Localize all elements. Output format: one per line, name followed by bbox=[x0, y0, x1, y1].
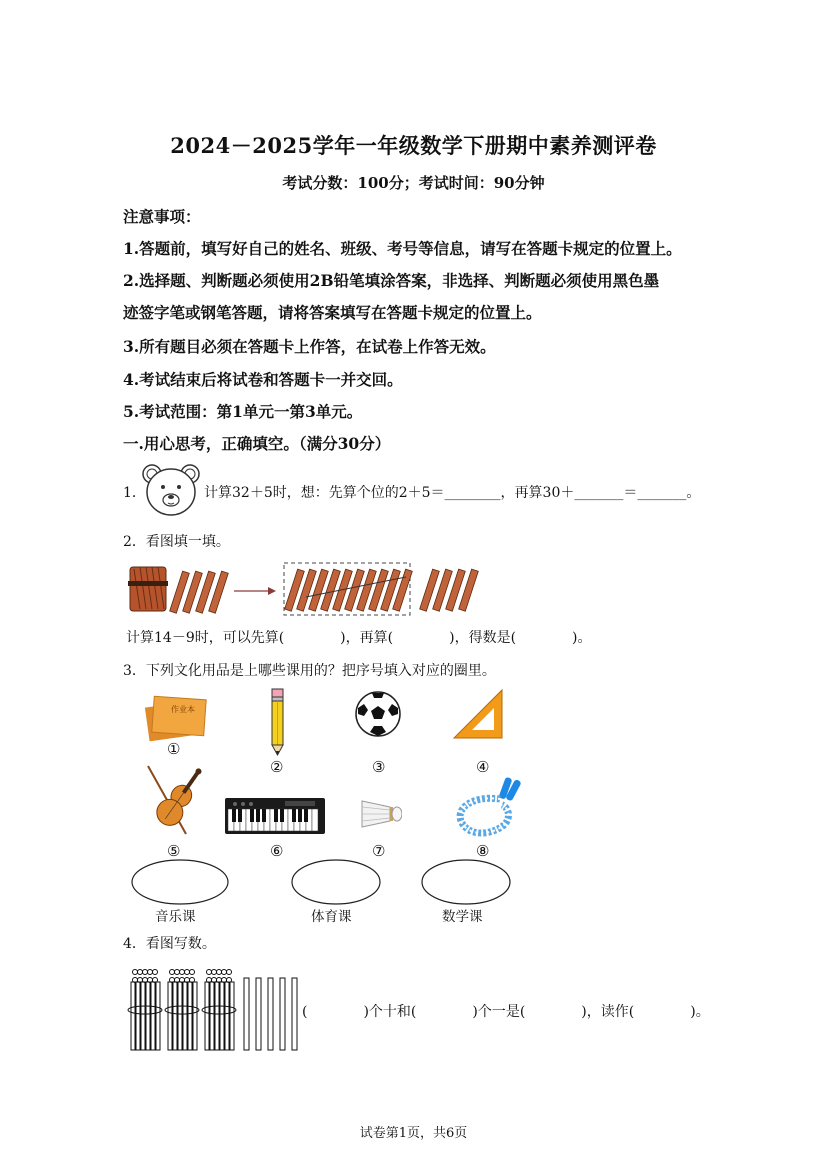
page-footer: 试卷第1页，共6页 bbox=[359, 1126, 468, 1141]
item-number-1: ① bbox=[167, 740, 181, 758]
exam-info: 考试分数：100分；考试时间：90分钟 bbox=[282, 174, 545, 192]
keyboard-icon bbox=[225, 798, 325, 834]
item-number-5: ⑤ bbox=[167, 842, 181, 860]
q2-text: 2．看图填一填。 bbox=[123, 534, 230, 550]
item-number-2: ② bbox=[270, 758, 284, 776]
section-1-heading: 一.用心思考，正确填空。（满分30分） bbox=[123, 434, 391, 453]
stick-bundle-icon bbox=[128, 567, 168, 611]
q4-fill: ( )个十和( )个一是( )，读作( )。 bbox=[302, 1004, 710, 1020]
q1-text: 计算32＋5时，想：先算个位的2＋5＝________，再算30＋_______＝_______。 bbox=[204, 485, 701, 501]
class-label-pe: 体育课 bbox=[311, 909, 352, 925]
answer-circle-music[interactable] bbox=[130, 858, 230, 906]
notebook-icon bbox=[145, 692, 209, 742]
q4-text: 4．看图写数。 bbox=[123, 936, 216, 952]
triangle-ruler-icon bbox=[452, 688, 506, 742]
note-2a: 2.选择题、判断题必须使用2B铅笔填涂答案，非选择、判断题必须使用黑色墨 bbox=[123, 271, 660, 290]
class-label-math: 数学课 bbox=[442, 909, 483, 925]
violin-icon bbox=[140, 760, 210, 840]
jump-rope-icon bbox=[452, 775, 522, 839]
answer-circle-math[interactable] bbox=[420, 858, 512, 906]
q3-text: 3．下列文化用品是上哪些课用的？把序号填入对应的圈里。 bbox=[123, 663, 496, 679]
note-4: 4.考试结束后将试卷和答题卡一并交回。 bbox=[123, 370, 403, 389]
pencil-icon bbox=[268, 687, 288, 757]
shuttlecock-icon bbox=[360, 797, 402, 831]
counting-sticks-illustration bbox=[126, 966, 306, 1054]
soccer-ball-icon bbox=[354, 690, 402, 738]
answer-circle-pe[interactable] bbox=[290, 858, 382, 906]
notes-heading: 注意事项： bbox=[123, 207, 201, 226]
note-1: 1.答题前，填写好自己的姓名、班级、考号等信息，请写在答题卡规定的位置上。 bbox=[123, 239, 682, 258]
item-number-7: ⑦ bbox=[372, 842, 386, 860]
note-3: 3.所有题目必须在答题卡上作答，在试卷上作答无效。 bbox=[123, 337, 496, 356]
note-5: 5.考试范围：第1单元一第3单元。 bbox=[123, 402, 363, 421]
q2-fill: 计算14－9时，可以先算( )，再算( )，得数是( )。 bbox=[126, 630, 592, 646]
item-number-8: ⑧ bbox=[476, 842, 490, 860]
item-number-6: ⑥ bbox=[270, 842, 284, 860]
q1-number: 1． bbox=[123, 485, 146, 501]
notebook-label: 作业本 bbox=[171, 705, 195, 714]
class-label-music: 音乐课 bbox=[155, 909, 196, 925]
sticks-illustration bbox=[126, 557, 486, 619]
bear-face-icon bbox=[140, 462, 202, 518]
item-number-3: ③ bbox=[372, 758, 386, 776]
page-title: 2024－2025学年一年级数学下册期中素养测评卷 bbox=[170, 133, 657, 158]
note-2b: 迹签字笔或钢笔答题，请将答案填写在答题卡规定的位置上。 bbox=[123, 303, 542, 322]
item-number-4: ④ bbox=[476, 758, 490, 776]
